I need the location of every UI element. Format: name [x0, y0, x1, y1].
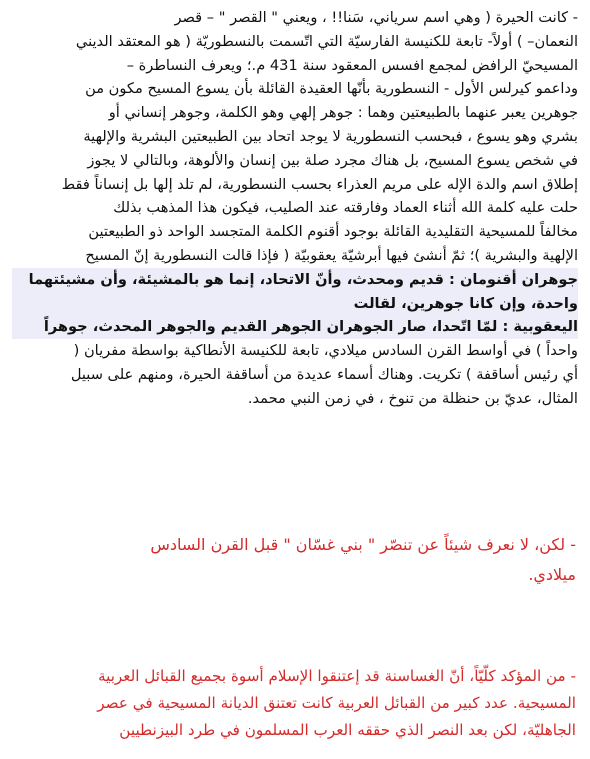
text-line: المسيحيّ الرافض لمجمع افسس المعقود سنة 431 م.؛ ويعرف النساطرة – — [126, 56, 578, 74]
paragraph-hira — [12, 6, 578, 411]
text-line: إطلاق اسم والدة الإله على مريم العذراء بحسب النسطورية، لم تلد إلها بل إنساناً فقط — [61, 175, 578, 193]
text-line-red: المسيحية. عدد كبير من القبائل العربية كانت تعتنق الديانة المسيحية في عصر — [97, 694, 576, 712]
text-line-red: الجاهليّة، لكن بعد النصر الذي حققه العرب المسلمون في طرد البيزنطيين — [119, 721, 576, 739]
text-line-red: ميلادي. — [528, 565, 576, 584]
paragraph-ghassan — [12, 530, 576, 590]
paragraph-islam — [12, 663, 576, 744]
text-line: واحداً ) في أواسط القرن السادس ميلادي، تابعة للكنيسة الأنطاكية بواسطة مفريان ( — [73, 342, 578, 360]
text-line: وداعمو كيرلس الأول - النسطورية بأنّها العقيدة القائلة بأن يسوع المسيح مكون من — [85, 80, 578, 98]
text-line: بشري وهو يسوع ، فبحسب النسطورية لا يوجد اتحاد بين الطبيعتين البشرية والإلهية — [83, 127, 578, 145]
text-line-bold: اليعقوبية : لمّا اتّحدا، صار الجوهران الجوهر القديم والجوهر المحدث، جوهراً — [12, 315, 578, 339]
text-line-bold: جوهران أقنومان : قديم ومحدث، وأنّ الاتحاد، إنما هو بالمشيئة، وأن مشيئتهما — [12, 268, 578, 292]
text-line: - كانت الحيرة ( وهي اسم سرياني، سَنا!! ، ويعني " القصر " – قصر — [174, 9, 578, 26]
text-line: أي رئيس أساقفة ) تكريت. وهناك أسماء عديدة من أساقفة الحيرة، ومنهم على سبيل — [70, 365, 578, 383]
text-line: المثال، عديّ بن حنظلة من تنوخ ، في زمن النبي محمد. — [247, 389, 578, 407]
text-line: في شخص يسوع المسيح، بل هناك مجرد صلة بين إنسان والألوهة، وبالتالي لا يجوز — [87, 151, 578, 169]
text-line: جوهرين يعبر عنهما بالطبيعتين وهما : جوهر إلهي وهو الكلمة، وجوهر إنساني أو — [108, 104, 578, 122]
text-line: حلت عليه كلمة الله أثناء العماد وفارقته عند الصليب، فيكون هذا المذهب بذلك — [113, 199, 578, 217]
text-line-bold: واحدة، وإن كانا جوهرين، لقالت — [12, 292, 578, 316]
text-line: النعمان– ) أولاً- تابعة للكنيسة الفارسيّة التي اتّسمت بالنسطوريّة ( هو المعتقد الديني — [75, 32, 578, 50]
text-line-red: - من المؤكد كلّيّاً، أنّ الغساسنة قد إعتنقوا الإسلام أسوة بجميع القبائل العربية — [97, 667, 576, 685]
text-line: مخالفاً للمسيحية التقليدية القائلة بوجود أقنوم الكلمة المتجسد الواحد ذو الطبيعتين — [88, 223, 578, 241]
text-line: الإلهية والبشرية )؛ ثمّ أنشئ فيها أبرشيّة يعقوبيّة ( فإذا قالت النسطورية إنّ المسيح — [85, 246, 578, 264]
text-line-red: - لكن، لا نعرف شيئاً عن تنصّر " بني غسّان " قبل القرن السادس — [150, 535, 576, 554]
